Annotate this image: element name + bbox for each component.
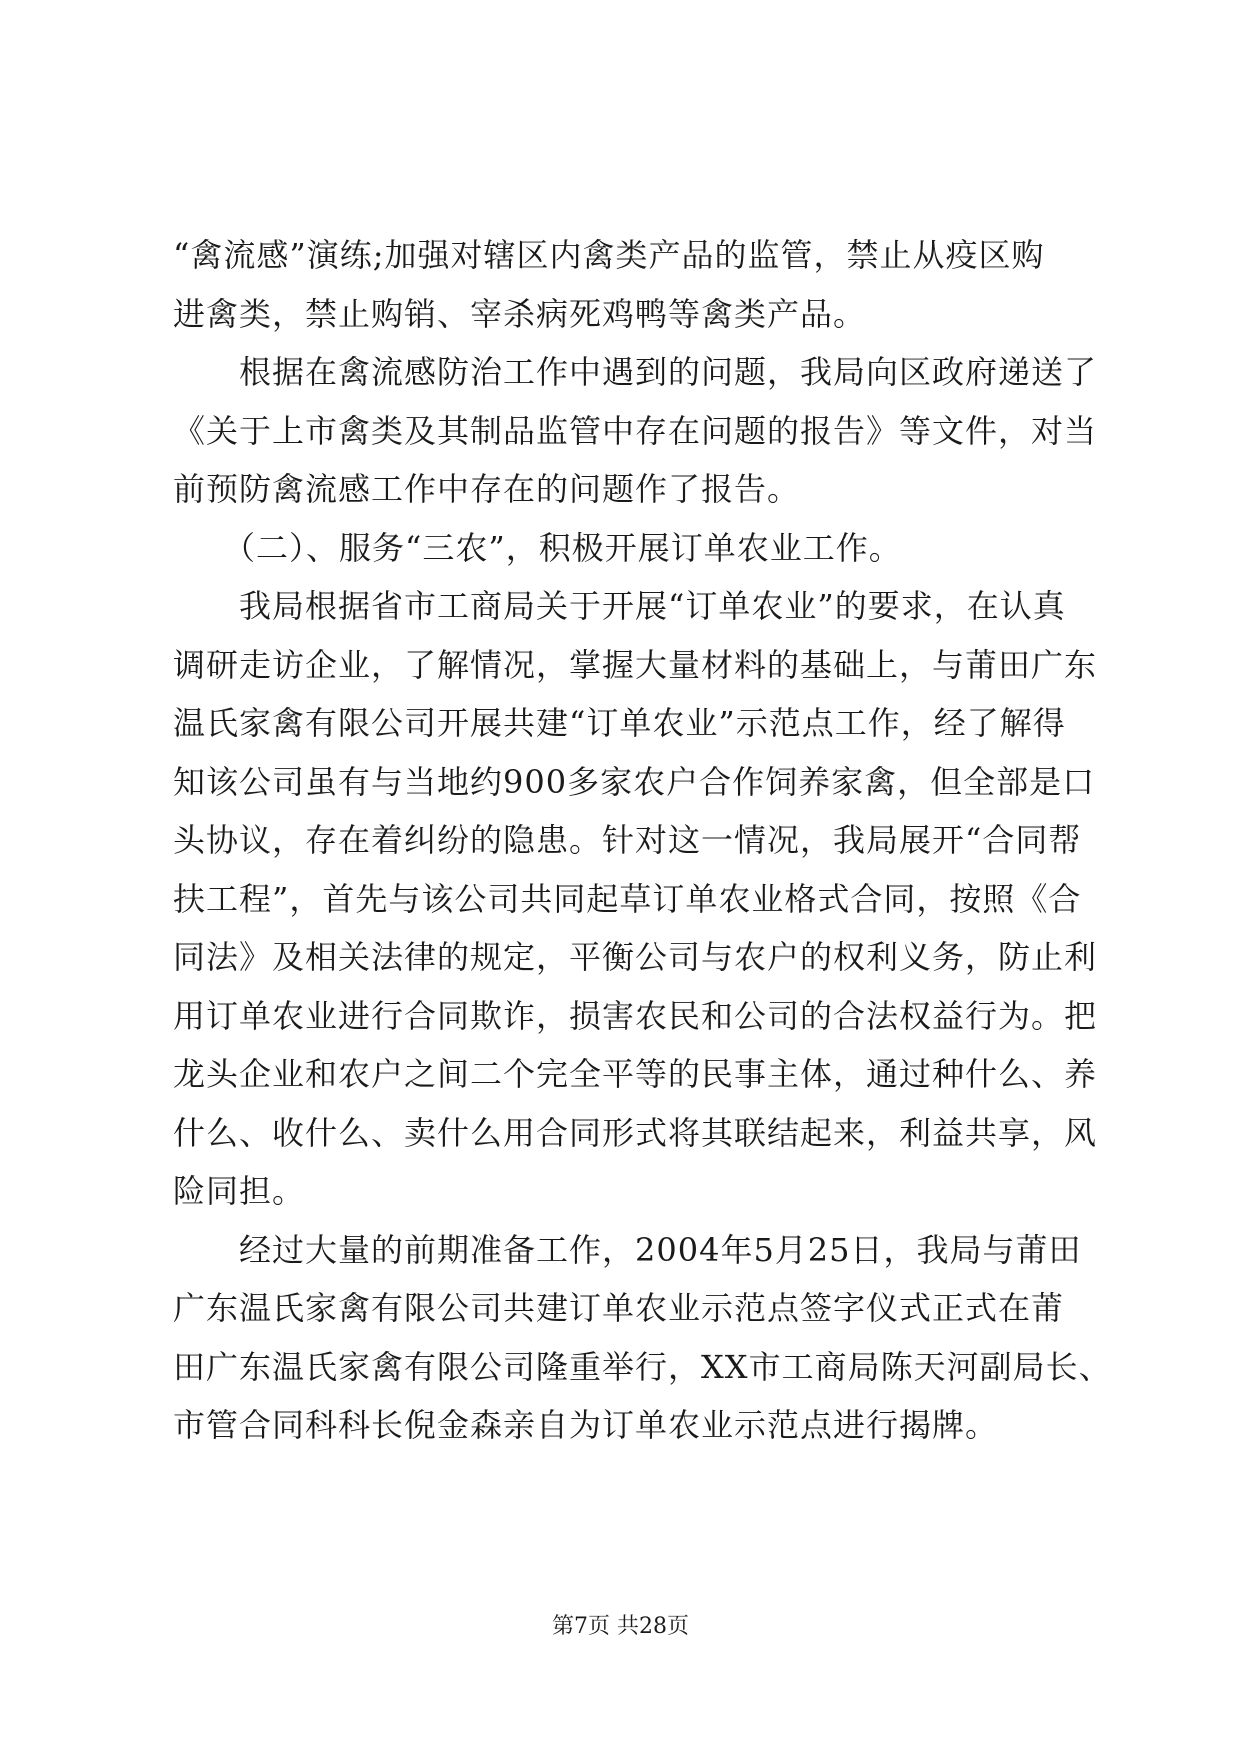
text-line: 用订单农业进行合同欺诈，损害农民和公司的合法权益行为。把 [173, 996, 1098, 1035]
text-line: 头协议，存在着纠纷的隐患。针对这一情况，我局展开“合同帮 [173, 821, 1082, 859]
body-text [173, 226, 1112, 1455]
text-line: 广东温氏家禽有限公司共建订单农业示范点签字仪式正式在莆 [173, 1289, 1065, 1327]
text-line: 知该公司虽有与当地约900多家农户合作饲养家禽，但全部是口 [173, 762, 1096, 801]
text-line: “禽流感”演练;加强对辖区内禽类产品的监管，禁止从疫区购 [173, 236, 1045, 274]
text-line: 什么、收什么、卖什么用合同形式将其联结起来，利益共享，风 [173, 1113, 1098, 1152]
text-line: 市管合同科科长倪金森亲自为订单农业示范点进行揭牌。 [173, 1406, 999, 1444]
text-line: 田广东温氏家禽有限公司隆重举行，XX市工商局陈天河副局长、 [173, 1347, 1112, 1386]
text-line: 我局根据省市工商局关于开展“订单农业”的要求，在认真 [173, 587, 1066, 625]
text-line: 进禽类，禁止购销、宰杀病死鸡鸭等禽类产品。 [173, 294, 867, 333]
text-line: 扶工程”，首先与该公司共同起草订单农业格式合同，按照《合 [173, 879, 1082, 918]
text-line: 温氏家禽有限公司开展共建“订单农业”示范点工作，经了解得 [173, 704, 1066, 742]
text-line: 险同担。 [173, 1172, 306, 1210]
text-line: 调研走访企业，了解情况，掌握大量材料的基础上，与莆田广东 [173, 645, 1098, 684]
text-line: 龙头企业和农户之间二个完全平等的民事主体，通过种什么、养 [173, 1055, 1098, 1093]
text-line: 前预防禽流感工作中存在的问题作了报告。 [173, 470, 801, 508]
text-line: 根据在禽流感防治工作中遇到的问题，我局向区政府递送了 [173, 353, 1098, 391]
text-line: 同法》及相关法律的规定，平衡公司与农户的权利义务，防止利 [173, 938, 1098, 976]
text-line: 《关于上市禽类及其制品监管中存在问题的报告》等文件，对当 [173, 411, 1098, 450]
text-line: 经过大量的前期准备工作，2004年5月25日，我局与莆田 [173, 1230, 1082, 1269]
section-heading: （二）、服务“三农”，积极开展订单农业工作。 [173, 528, 902, 567]
page-number-footer: 第7页 共28页 [552, 1614, 689, 1639]
